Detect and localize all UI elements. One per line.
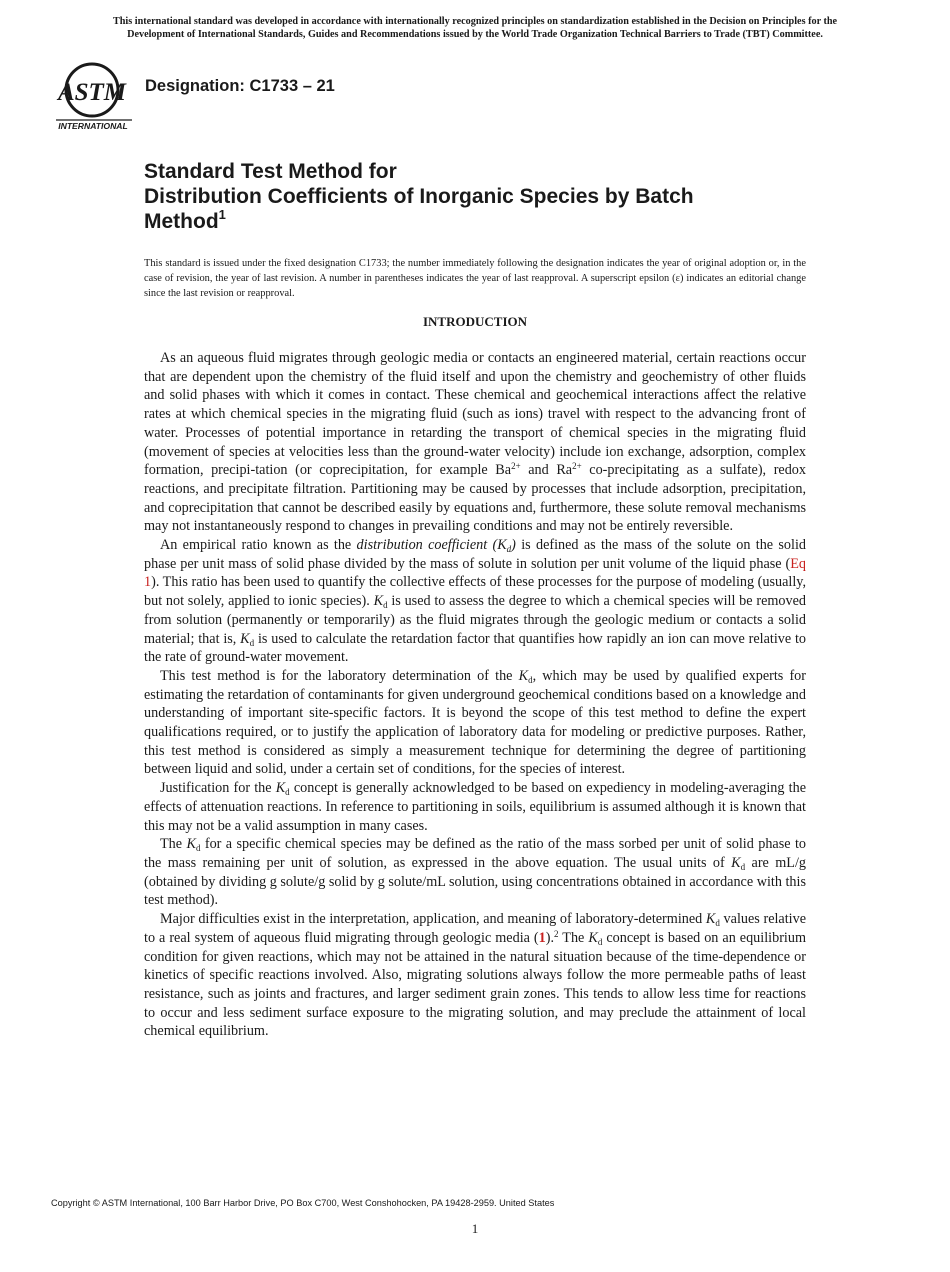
p5-kd-2: K (731, 854, 741, 871)
p4-text-a: Justification for the (160, 780, 276, 797)
equation-1-link[interactable]: Eq 1 (144, 555, 806, 591)
designation: Designation: C1733 – 21 (145, 77, 335, 95)
p6-text-b: values relative to a real system of aqueous fluid migrating through geologic media ( (144, 911, 807, 946)
p6-text-d: The (558, 929, 589, 946)
p5-text-a: The (160, 836, 187, 853)
paragraph-1 (144, 349, 806, 536)
paragraph-5 (144, 835, 806, 910)
p5-kd-2-sub: d (740, 861, 746, 872)
paragraph-3 (144, 667, 806, 779)
p6-text-a: Major difficulties exist in the interpretation, application, and meaning of laboratory-determined (160, 911, 706, 928)
title-line-3 (144, 209, 824, 234)
issuance-statement: This standard is issued under the fixed designation C1733; the number immediately following the designation indicates the year of original adoption or, in the case of revision, the year of last revision. A number in parentheses indicates the year of last reapproval. A superscript epsilon (ε) indicates an editorial change since the last revision or reapproval. (144, 258, 806, 299)
title-footnote-mark[interactable]: 1 (218, 207, 226, 222)
page-number: 1 (471, 1221, 479, 1236)
p6-kd-2-sub: d (597, 936, 603, 947)
p3-kd: K (518, 667, 529, 684)
p1-text-b: and Ra (520, 462, 573, 479)
p4-kd: K (275, 780, 286, 797)
title-line-1: Standard Test Method for (144, 160, 397, 183)
p5-text-c: are mL/g (obtained by dividing g solute/g solid by g solute/mL solution, using concentrations obtained in accordance with this test method). (144, 854, 806, 909)
tbt-notice-line-2: Development of International Standards, Guides and Recommendations issued by the World Trade Organization Technical Barriers to Trade (TBT) Committee. (127, 29, 823, 40)
p6-text-e: concept is based on an equilibrium condition for given reactions, which may not be attained in the natural situation because of the time-dependence or kinetics of specific reactions involved. Also, migrating solutions always follow the more permeable paths of least resistance, such as joints and fractures, and larger sediment grain zones. This tends to allow less time for reactions to occur and less sediment surface exposure to the migrating solution, and may preclude the attainment of local chemical equilibrium. (144, 929, 806, 1040)
logo-letters: ASTM (57, 79, 127, 106)
footnote-2-mark[interactable]: 2 (554, 928, 559, 939)
p5-kd-1-sub: d (195, 843, 201, 854)
p2-term-close: ) (511, 537, 516, 554)
document-title (144, 159, 824, 234)
p2-kd-1-sub: d (383, 600, 388, 611)
paragraph-2 (144, 536, 806, 667)
logo-word: INTERNATIONAL (58, 121, 128, 131)
p5-kd-1: K (186, 836, 196, 853)
p2-text-a: An empirical ratio known as the (160, 537, 357, 554)
p2-kd-2: K (240, 630, 250, 647)
p2-term (357, 537, 516, 553)
p2-term-text: distribution coefficient (K (356, 537, 507, 554)
p6-kd-1-sub: d (715, 918, 720, 929)
p2-text-e: is used to calculate the retardation factor that quantifies how rapidly an ion can move relative to the rate of ground-water movement. (144, 630, 807, 666)
p1-text-c: co-precipitating as a sulfate), redox reactions, and precipitate filtration. Partitioning may be caused by processes that include adsorption, precipitation, and coprecipitation that cannot be described easily by equations and, furthermore, these solute removal mechanisms may not instantaneously respond to changes in prevailing conditions and may not be entirely reversible. (144, 462, 806, 535)
astm-logo-icon (52, 56, 136, 134)
p5-text-b: for a specific chemical species may be defined as the ratio of the mass sorbed per unit of solid phase to the mass remaining per unit of solution, as expressed in the above equation. The usual units of (144, 836, 806, 871)
p2-kd-1: K (373, 593, 384, 610)
paragraph-6 (144, 910, 806, 1041)
paragraph-4 (144, 779, 806, 835)
p1-sup-2: 2+ (572, 461, 582, 472)
title-line-3-text: Method (144, 210, 219, 233)
p1-sup-1: 2+ (511, 461, 521, 472)
p6-kd-1: K (705, 911, 716, 928)
p2-text-b: is defined as the mass of the solute on the solid phase per unit mass of solid phase divided by the mass of solute in solution per unit volume of the liquid phase ( (144, 537, 806, 572)
introduction-heading: INTRODUCTION (422, 314, 527, 329)
p6-text-c: ). (545, 929, 555, 946)
reference-1-link[interactable]: 1 (538, 929, 546, 946)
title-line-2: Distribution Coefficients of Inorganic Species by Batch (144, 185, 694, 208)
p3-text-a: This test method is for the laboratory determination of the (160, 667, 519, 684)
p2-text-c: ). This ratio has been used to quantify the collective effects of these processes for the purpose of modeling (usually, but not solely, applied to ionic species). (144, 574, 806, 610)
copyright-notice: Copyright © ASTM International, 100 Barr Harbor Drive, PO Box C700, West Conshohocken, PA 19428-2959. United States (51, 1198, 555, 1208)
p2-term-sub: d (506, 544, 512, 555)
p4-text-b: concept is generally acknowledged to be based on expediency in modeling-averaging the effects of attenuation reactions. In reference to partitioning in soils, equilibrium is assumed although it is known that this may not be a valid assumption in many cases. (144, 780, 806, 834)
p3-kd-sub: d (528, 674, 533, 685)
p3-text-b: , which may be used by qualified experts for estimating the retardation of contaminants for given underground geochemical conditions based on a knowledge and understanding of important site-specific factors. It is beyond the scope of this test method to define the expert qualifications required, or to justify the application of laboratory data for modeling or predictive purposes. Rather, this test method is considered as simply a measurement technique for determining the degree of partitioning between liquid and solid, under a certain set of conditions, for the species of interest. (144, 667, 806, 778)
p2-kd-2-sub: d (249, 637, 255, 648)
tbt-notice-line-1: This international standard was developed in accordance with internationally recognized principles on standardization established in the Decision on Principles for the (112, 16, 838, 27)
p1-text-a: As an aqueous fluid migrates through geologic media or contacts an engineered material, certain reactions occur that are dependent upon the chemistry of the fluid itself and upon the chemistry and geochemistry of other fluids and solid phases with which it comes in contact. These chemical and geochemical interactions affect the relative rates at which chemical species in the migrating fluid (such as ions) travel with respect to the advancing front of water. Processes of potential importance in retarding the transport of chemical species in the migrating fluid (movement of species at velocities less than the ground-water velocity) include ion exchange, adsorption, complex formation, precipi-tation (or coprecipitation, for example Ba (144, 350, 806, 479)
p4-kd-sub: d (285, 787, 290, 798)
introduction-body (144, 349, 806, 1041)
p2-text-d: is used to assess the degree to which a chemical species will be removed from solution (permanently or temporarily) as the fluid migrates through the geologic medium or contacts a solid material; that is, (144, 593, 806, 647)
tbt-notice (18, 15, 932, 41)
p6-kd-2: K (588, 929, 598, 946)
